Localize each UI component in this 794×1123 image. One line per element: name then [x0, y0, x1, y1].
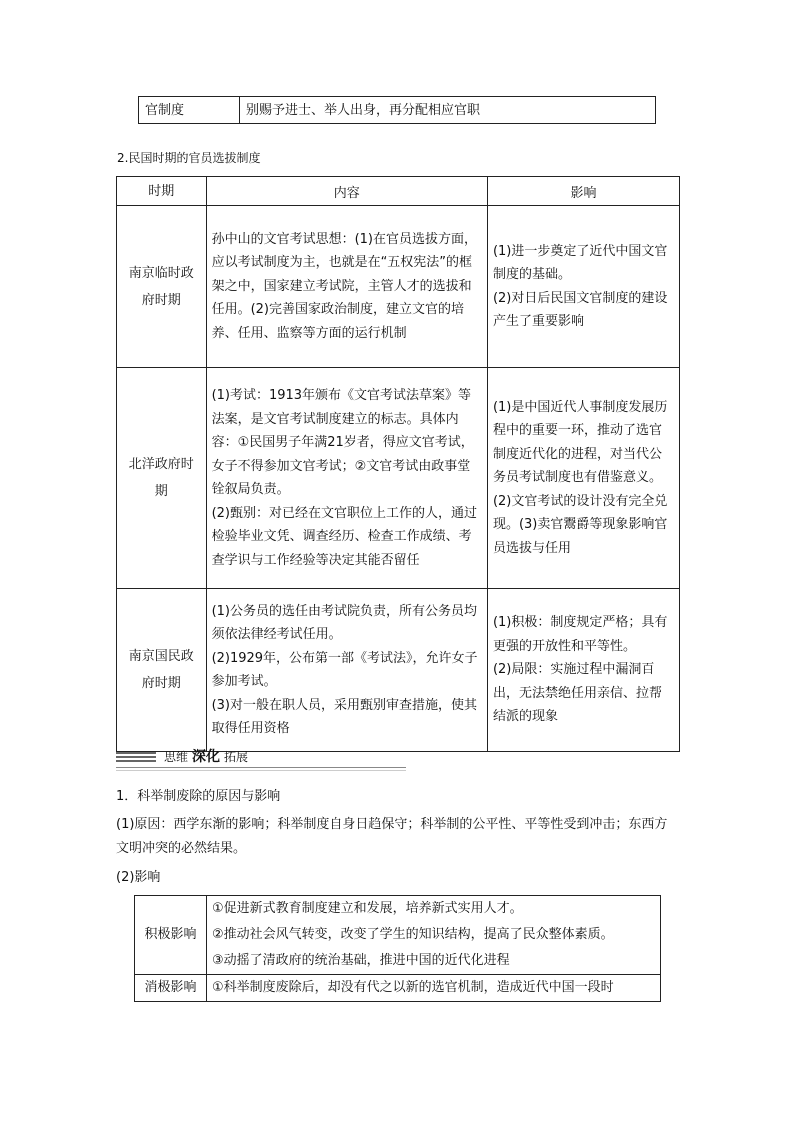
table-header-row [117, 177, 680, 206]
impact-paragraph: (1)进一步奠定了近代中国文官制度的基础。 [492, 243, 668, 282]
negative-cell [207, 975, 661, 1002]
impact-paragraph: (1)积极：制度规定严格；具有更强的开放性和平等性。 [492, 615, 668, 654]
list-item: ①促进新式教育制度建立和发展，培养新式实用人才。 [212, 901, 523, 916]
content-paragraph: 孙中山的文官考试思想：(1)在官员选拔方面，应以考试制度为主，也就是在“五权宪法”的框架之中，国家建立考试院，主管人才的选拔和任用。(2)完善国家政治制度，建立文官的培养、任用、监察等方面的运行机制 [211, 231, 477, 341]
column-header-impact: 影响 [487, 177, 679, 206]
section-heading: 2.民国时期的官员选拔制度 [117, 151, 261, 165]
period-cell: 北洋政府时期 [117, 368, 207, 589]
positive-cell [207, 896, 661, 975]
think-bar-bold: 深化 [192, 749, 221, 765]
list-item: ②推动社会风气转变，改变了学生的知识结构，提高了民众整体素质。 [212, 927, 614, 942]
impact-paragraph: (2)局限：实施过程中漏洞百出，无法禁绝任用亲信、拉帮结派的现象 [492, 662, 662, 725]
content-cell [206, 206, 487, 368]
think-deepen-bar [116, 748, 406, 770]
positive-label: 积极影响 [135, 896, 207, 975]
table-row [139, 97, 656, 124]
content-paragraph: (3)对一般在职人员，采用甄别审查措施，使其取得任用资格 [211, 697, 477, 736]
divider [116, 767, 406, 768]
sub-heading: 1．科举制废除的原因与影响 [116, 789, 281, 804]
content-paragraph: (1)公务员的选任由考试院负责，所有公务员均须依法律经考试任用。 [211, 603, 477, 642]
table-row [135, 975, 661, 1002]
table-row [135, 896, 661, 975]
impact-paragraph: (2)对日后民国文官制度的建设产生了重要影响 [492, 290, 668, 329]
period-cell: 南京国民政府时期 [117, 589, 207, 752]
think-bar-title [164, 748, 248, 766]
content-cell [206, 589, 487, 752]
impact-table [134, 895, 661, 1002]
selection-system-table [116, 176, 680, 752]
table-row [117, 589, 680, 752]
list-item: ③动摇了清政府的统治基础，推进中国的近代化进程 [212, 953, 510, 968]
row-text: 别赐予进士、举人出身，再分配相应官职 [240, 97, 656, 124]
table-row [117, 206, 680, 368]
stripe-decoration [116, 752, 156, 762]
impact-cell [487, 368, 679, 589]
content-paragraph: (1)考试：1913年颁布《文官考试法草案》等法案，是文官考试制度建立的标志。具体内容：①民国男子年满21岁者，得应文官考试，女子不得参加文官考试；②文官考试由政事堂铨叙局负责。 [211, 388, 474, 497]
table-row [117, 368, 680, 589]
period-cell: 南京临时政府时期 [117, 206, 207, 368]
list-item: ①科举制度废除后，却没有代之以新的选官机制，造成近代中国一段时 [212, 980, 614, 995]
reason-paragraph: (1)原因：西学东渐的影响；科举制度自身日趋保守；科举制的公平性、平等性受到冲击；东西方文明冲突的必然结果。 [116, 817, 668, 856]
divider [116, 770, 406, 771]
content-cell [206, 368, 487, 589]
think-bar-post: 拓展 [224, 750, 249, 764]
impact-paragraph: (1)是中国近代人事制度发展历程中的重要一环，推动了选官制度近代化的进程，对当代公务员考试制度也有借鉴意义。(2)文官考试的设计没有完全兑现。(3)卖官鬻爵等现象影响官员选拔与任用 [492, 399, 668, 556]
impact-heading: (2)影响 [116, 870, 161, 885]
impact-cell [487, 206, 679, 368]
content-paragraph: (2)1929年，公布第一部《考试法》，允许女子参加考试。 [211, 650, 478, 689]
column-header-period: 时期 [117, 177, 207, 206]
impact-cell [487, 589, 679, 752]
think-bar-pre: 思维 [164, 750, 189, 764]
column-header-content: 内容 [206, 177, 487, 206]
content-paragraph: (2)甄别：对已经在文官职位上工作的人，通过检验毕业文凭、调查经历、检查工作成绩、考查学识与工作经验等决定其能否留任 [211, 505, 477, 568]
top-continuation-table [138, 96, 656, 124]
negative-label: 消极影响 [135, 975, 207, 1002]
row-label: 官制度 [139, 97, 240, 124]
